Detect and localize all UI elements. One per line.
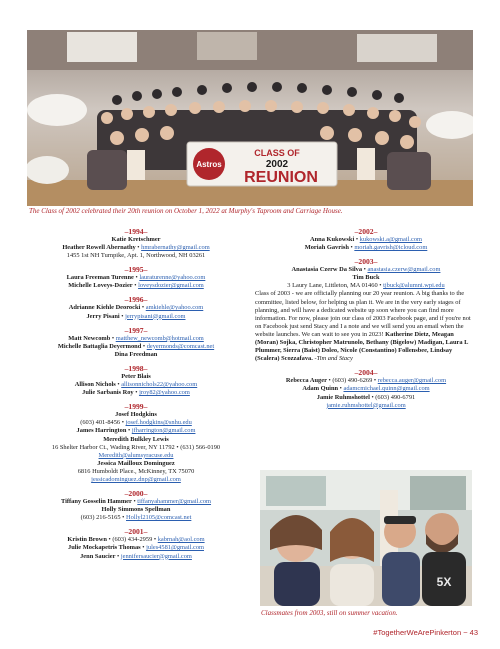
classmate-contact [25,389,247,397]
separator: • [119,312,126,320]
classmate-address: 16 Shelter Harbor Ct., Wading River, NY 11792 • (631) 566-0190 [51,443,221,451]
classmate-name: Anna Kukowski [310,236,355,243]
classmate-contact [25,427,247,435]
classmate-name: Julie Sarbanis Roy [82,389,134,397]
separator: • [115,381,122,389]
email-link[interactable]: jules4581@gmail.com [146,544,204,552]
classmate-contact [25,498,247,506]
classmate-contact [25,553,247,561]
phone-number: • (603) 490-6791 [369,393,416,401]
email-link[interactable]: lauraturenne@yahoo.com [139,274,206,282]
reunion-group-photo [27,30,473,206]
email-link[interactable]: moriah.gavrish@icloud.com [354,244,428,252]
separator: • [354,236,360,243]
email-link[interactable]: jennifersaucier@gmail.com [120,552,192,560]
classmate-name: Katie Kretschmer [111,236,161,243]
classmate-name: Peter Blais [121,372,151,380]
left-column [25,227,247,561]
phone-number: • (603) 490-6269 • [326,377,378,385]
email-link[interactable]: amkiehle@yahoo.com [145,304,204,312]
email-link[interactable]: deyermonds@comcast.net [146,342,215,350]
separator: • [338,385,344,393]
classmate-contact [25,335,247,343]
email-link[interactable]: Hollyl2105@comcast.net [126,514,192,522]
email-link[interactable]: kukowski.a@gmail.com [359,236,422,243]
year-1994-heading: –1994– [124,227,148,236]
classmate-contact [25,514,247,522]
classmate-name: Anastasia Czerw Da Silva [291,266,363,274]
classmate-name: Dina Freedman [114,350,158,358]
classmate-name: Jenn Saucier [80,552,116,560]
classmate-name: Adrianne Kiehle Deorocki [68,304,141,312]
classmate-name: Adam Quinn [302,385,339,393]
classmate-name: Tim Buck [352,274,380,282]
email-link[interactable]: jroy82@yahoo.com [139,389,190,397]
year-1998-heading: –1998– [124,363,148,373]
classmate-name: Laura Freeman Turenne [66,274,134,282]
classmate-name: James Harrington [76,427,127,435]
page-footer: #TogetherWeArePinkerton ~ 43 [373,628,478,637]
email-link[interactable]: loveysdozier@gmail.com [138,282,204,290]
year-1995-heading: –1995– [124,265,148,275]
classmate-address: 6816 Humboldt Place., McKinney, TX 75070 [77,467,195,475]
classmate-contact [25,343,247,351]
classmate-address: 1455 1st NH Turnpike, Apt. 1, Northwood, NH 03261 [66,252,206,260]
separator: • [110,334,116,342]
classmate-contact [25,419,247,427]
email-link[interactable]: kabrnah@aol.com [157,536,205,544]
banner-logo: Astros [196,160,222,169]
separator: • [133,274,140,282]
classmate-contact [255,266,477,274]
email-link[interactable]: hmrabernathy@gmail.com [141,244,210,252]
class-2003-note [255,290,477,363]
separator: • [362,266,368,274]
top-photo-caption: The Class of 2002 celebrated their 20th reunion on October 1, 2022 at Murphy's Taproom and Carriage House. [29,207,343,215]
note-text: Class of 2003 - we are officially planning our 20 year reunion. A big thanks to the committee, listed below, for helping us plan it. We are in the very early stages of planning, and will have a dedicated website up soon where you can find more information. For now, please join our class of 2003 Facebook page, and if you're not on Facebook just send Stacy and I a note and we will send you an email when the website launches. We can wait to see you in 2023! [255,290,471,338]
year-2001-heading: –2001– [124,527,148,537]
year-1996-heading: –1996– [124,295,148,305]
email-link[interactable]: matthew_newcomb@hotmail.com [115,334,204,342]
classmate-name: Matt Newcomb [68,334,111,342]
banner-year: 2002 [265,159,289,170]
phone-number: • (603) 434-2959 • [106,536,158,544]
year-1999-heading: –1999– [124,402,148,412]
email-link[interactable]: adamcmichael.quinn@gmail.com [343,385,430,393]
classmate-name: Josef Hodgkins [115,411,157,419]
email-link[interactable]: jessicadominguez.dnp@gmail.com [91,475,181,483]
classmate-name: Jerry Pisani [86,312,120,320]
separator: • [131,498,138,506]
note-signature: -Tim and Stacy [312,355,353,363]
year-2004-heading: –2004– [354,368,378,378]
email-link[interactable]: jerrypisani@gmail.com [125,312,186,320]
classmate-name: Jamie Ruhmshottel [316,393,370,401]
phone-number: (603) 401-8456 • [80,419,126,427]
email-link[interactable]: allisonnichols22@yahoo.com [121,381,198,389]
email-link[interactable]: tiffanyahammer@gmail.com [137,498,212,506]
classmate-name: Michelle Battaglia Deyermond [57,342,142,350]
svg-text:5X: 5X [436,575,452,589]
separator: • [115,552,121,560]
email-link[interactable]: Meredith@alumsyracuse.edu [98,451,174,459]
separator: • [132,282,139,290]
classmate-contact [25,244,247,252]
committee-names: Katherine Dietz, Meagan (Moran) Sojka, Christopher Matrunolo, Bethany (Bigelow) Madigan, Laura L Plummer, Sierra (Baist) Doleo, Nicole (Constantino) Follensbee, Lindsay (Scalera) Scozzafava. [255,330,469,363]
separator: • [133,389,140,397]
separator: • [135,244,142,252]
email-link[interactable]: jamie.ruhmshottel@gmail.com [326,401,406,409]
classmate-contact [255,385,477,393]
classmate-contact [255,394,477,402]
classmate-contact [25,544,247,552]
classmate-contact [255,236,477,244]
year-2003-heading: –2003– [354,257,378,267]
classmates-2003-photo [260,470,472,606]
classmate-name: Kristin Brown [67,536,107,544]
classmate-contact [25,313,247,321]
email-link[interactable]: josef.hodgkins@snhu.edu [125,419,192,427]
year-2000-heading: –2000– [124,489,148,499]
classmate-name: Meredith Bulkley Lewis [103,435,169,443]
separator: • [348,244,355,252]
phone-number: (603) 216-5165 • [80,514,127,522]
classmate-name: Moriah Gavrish [304,244,349,252]
year-2002-heading: –2002– [354,227,378,236]
email-link[interactable]: anastasia.czerw@gmail.com [367,266,441,274]
classmate-contact [255,244,477,252]
banner-reunion: REUNION [244,169,318,186]
email-link[interactable]: jfharrington@gmail.com [131,427,196,435]
classmate-address: 3 Laury Lane, Littleton, MA 01460 • [287,282,384,290]
classmate-contact [25,282,247,290]
right-column [255,227,477,410]
separator: • [140,544,147,552]
email-link[interactable]: tjbuck@alumni.wpi.edu [383,282,445,290]
classmate-contact [255,377,477,385]
classmate-name: Tiffany Gosselin Hammer [60,498,132,506]
classmate-name: Holly Simmons Spellman [101,506,171,514]
bottom-photo-caption: Classmates from 2003, still on summer vacation. [261,609,398,617]
separator: • [141,342,147,350]
classmate-contact [255,282,477,290]
classmate-name: Michelle Loveys-Dozier [68,282,133,290]
classmate-contact [25,381,247,389]
banner-class-of: CLASS OF [254,148,300,158]
year-1997-heading: –1997– [124,325,148,335]
classmate-name: Julie Mockapetris Thomas [68,544,141,552]
classmate-contact [25,274,247,282]
classmate-contact [25,536,247,544]
separator: • [140,304,146,312]
classmate-name: Heather Rowell Abernathy [62,244,136,252]
classmate-name: Jessica Mailloux Dominguez [97,459,175,467]
classmate-name: Rebecca Auger [285,377,327,385]
classmate-name: Allison Nichols [74,381,116,389]
separator: • [126,427,132,435]
email-link[interactable]: rebecca.auger@gmail.com [377,377,447,385]
classmate-contact [25,304,247,312]
